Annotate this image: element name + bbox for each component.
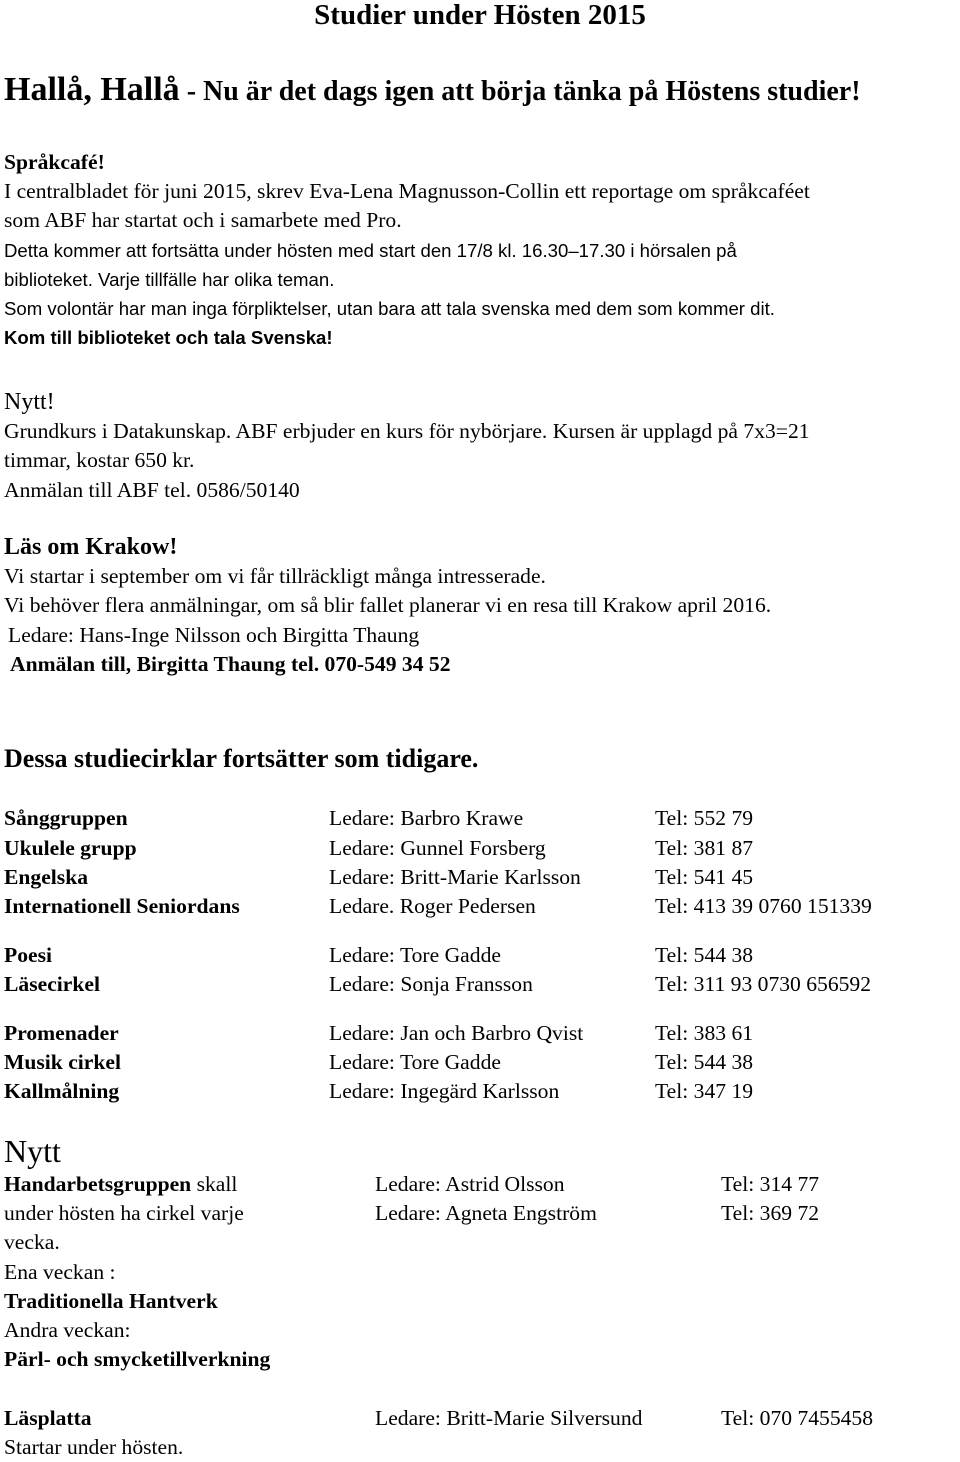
datakunskap-section bbox=[4, 388, 810, 505]
krakow-line: Ledare: Hans-Inge Nilsson och Birgitta Thaung bbox=[8, 622, 420, 647]
datakunskap-line: Anmälan till ABF tel. 0586/50140 bbox=[4, 477, 300, 502]
circle-name: Engelska bbox=[4, 865, 89, 889]
circle-tel: Tel: 381 87 bbox=[655, 836, 754, 860]
circle-leader: Ledare: Ingegärd Karlsson bbox=[329, 1079, 560, 1103]
sprakcafe-section bbox=[4, 148, 810, 352]
circle-row bbox=[0, 1048, 960, 1077]
sprakcafe-line: Som volontär har man inga förpliktelser, utan bara att tala svenska med dem som kommer dit. bbox=[4, 298, 775, 320]
sprakcafe-line: biblioteket. Varje tillfälle har olika teman. bbox=[4, 268, 335, 290]
handarbete-name: Handarbetsgruppen bbox=[4, 1172, 192, 1196]
sprakcafe-line: som ABF har startat och i samarbete med Pro. bbox=[4, 208, 402, 233]
intro-text: Nu är det dags igen att börja tänka på Höstens studier! bbox=[203, 76, 861, 107]
intro-heading bbox=[4, 70, 861, 112]
krakow-line: Anmälan till, Birgitta Thaung tel. 070-549 34 52 bbox=[10, 651, 451, 676]
lasplatta-leader-row bbox=[0, 1404, 960, 1433]
circle-name: Läsecirkel bbox=[4, 972, 100, 996]
sprakcafe-line: Detta kommer att fortsätta under hösten med start den 17/8 kl. 16.30–17.30 i hörsalen på bbox=[4, 239, 737, 261]
handarbete-tel: Tel: 314 77 bbox=[721, 1172, 820, 1196]
circle-row bbox=[0, 970, 960, 999]
lasplatta-note: Startar under hösten. bbox=[4, 1435, 184, 1460]
handarbete-week1: Ena veckan : bbox=[4, 1259, 116, 1284]
lasplatta-tel: Tel: 070 7455458 bbox=[721, 1406, 874, 1430]
handarbete-leader-row bbox=[0, 1170, 960, 1199]
circle-tel: Tel: 413 39 0760 151339 bbox=[655, 894, 872, 918]
circles-heading: Dessa studiecirklar fortsätter som tidigare. bbox=[4, 744, 479, 773]
lasplatta-leader: Ledare: Britt-Marie Silversund bbox=[375, 1406, 643, 1430]
circle-leader: Ledare: Barbro Krawe bbox=[329, 806, 524, 830]
circle-row bbox=[0, 892, 960, 921]
handarbete-leader: Ledare: Astrid Olsson bbox=[375, 1172, 565, 1196]
circle-name: Promenader bbox=[4, 1021, 119, 1045]
intro-greeting: Hallå, Hallå bbox=[4, 71, 180, 108]
krakow-line: Vi startar i september om vi får tillräckligt många intresserade. bbox=[4, 564, 546, 589]
handarbete-line: vecka. bbox=[4, 1230, 60, 1255]
circle-name: Kallmålning bbox=[4, 1079, 120, 1103]
nytt2-heading: Nytt bbox=[4, 1133, 61, 1169]
handarbete-week1-topic: Traditionella Hantverk bbox=[4, 1288, 218, 1313]
handarbete-rest: skall bbox=[191, 1172, 238, 1196]
circle-leader: Ledare. Roger Pedersen bbox=[329, 894, 536, 918]
intro-dash: - bbox=[179, 76, 204, 107]
circle-name: Poesi bbox=[4, 943, 52, 967]
circle-name: Sånggruppen bbox=[4, 806, 128, 830]
krakow-section bbox=[4, 533, 771, 679]
circle-name: Ukulele grupp bbox=[4, 836, 137, 860]
circle-row bbox=[0, 834, 960, 863]
circle-leader: Ledare: Gunnel Forsberg bbox=[329, 836, 546, 860]
handarbete-leader-row bbox=[0, 1199, 960, 1228]
circle-name: Internationell Seniordans bbox=[4, 894, 240, 918]
circle-leader: Ledare: Tore Gadde bbox=[329, 943, 501, 967]
circle-row bbox=[0, 941, 960, 970]
circle-leader: Ledare: Sonja Fransson bbox=[329, 972, 533, 996]
sprakcafe-heading: Språkcafé! bbox=[4, 150, 105, 174]
lasplatta-name: Läsplatta bbox=[4, 1406, 92, 1430]
sprakcafe-line: I centralbladet för juni 2015, skrev Eva-Lena Magnusson-Collin ett reportage om språkcaféet bbox=[4, 179, 810, 204]
circle-tel: Tel: 552 79 bbox=[655, 806, 754, 830]
handarbete-week2: Andra veckan: bbox=[4, 1318, 131, 1343]
datakunskap-line: Grundkurs i Datakunskap. ABF erbjuder en kurs för nybörjare. Kursen är upplagd på 7x3=21 bbox=[4, 419, 810, 444]
sprakcafe-line: Kom till biblioteket och tala Svenska! bbox=[4, 327, 333, 349]
circle-tel: Tel: 544 38 bbox=[655, 943, 754, 967]
nytt-heading: Nytt! bbox=[4, 389, 55, 415]
circle-row bbox=[0, 863, 960, 892]
handarbete-leader: Ledare: Agneta Engström bbox=[375, 1201, 597, 1225]
circle-tel: Tel: 383 61 bbox=[655, 1021, 754, 1045]
krakow-line: Vi behöver flera anmälningar, om så blir fallet planerar vi en resa till Krakow april 2016. bbox=[4, 593, 772, 618]
circle-leader: Ledare: Tore Gadde bbox=[329, 1050, 501, 1074]
krakow-heading: Läs om Krakow! bbox=[4, 534, 178, 560]
circle-row bbox=[0, 1019, 960, 1048]
circle-row bbox=[0, 1077, 960, 1106]
circle-name: Musik cirkel bbox=[4, 1050, 121, 1074]
datakunskap-line: timmar, kostar 650 kr. bbox=[4, 448, 195, 473]
page-title: Studier under Hösten 2015 bbox=[314, 0, 646, 31]
handarbete-tel: Tel: 369 72 bbox=[721, 1201, 820, 1225]
circle-tel: Tel: 311 93 0730 656592 bbox=[655, 972, 872, 996]
handarbete-line: under hösten ha cirkel varje bbox=[4, 1201, 244, 1226]
circle-tel: Tel: 347 19 bbox=[655, 1079, 754, 1103]
circle-leader: Ledare: Jan och Barbro Qvist bbox=[329, 1021, 584, 1045]
circle-row bbox=[0, 804, 960, 833]
circle-leader: Ledare: Britt-Marie Karlsson bbox=[329, 865, 581, 889]
handarbete-week2-topic: Pärl- och smycketillverkning bbox=[4, 1347, 271, 1372]
circle-tel: Tel: 544 38 bbox=[655, 1050, 754, 1074]
circle-tel: Tel: 541 45 bbox=[655, 865, 754, 889]
